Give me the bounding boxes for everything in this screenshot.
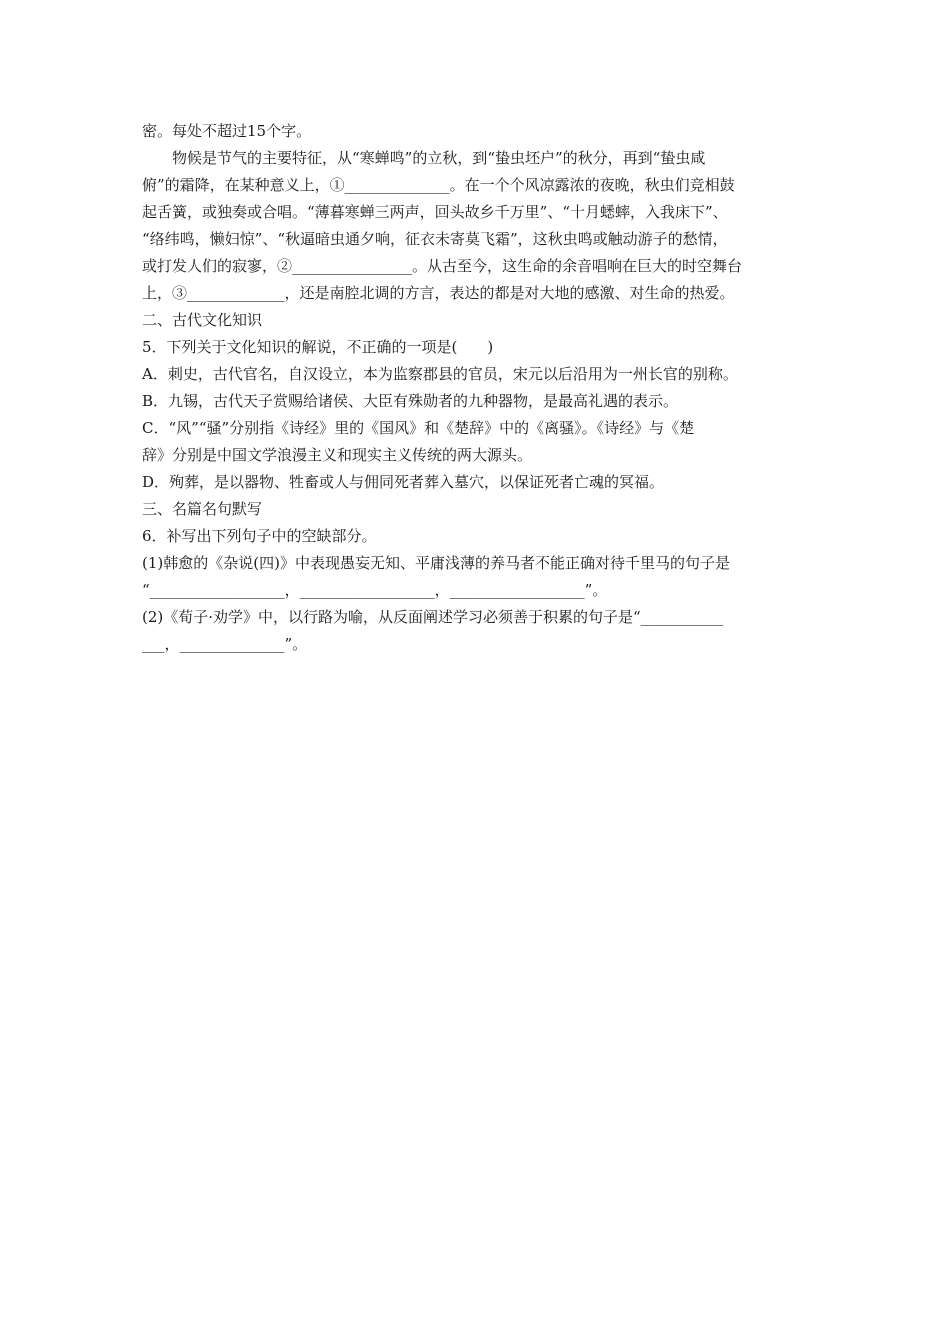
sub-question-2-blanks: ___，______________”。 [142,635,308,653]
option-d: D．殉葬，是以器物、牲畜或人与佣同死者葬入墓穴，以保证死者亡魂的冥福。 [142,473,665,491]
option-a: A．刺史，古代官名，自汉设立，本为监察郡县的官员，宋元以后沿用为一州长官的别称。 [142,365,738,383]
option-c: C．“风”“骚”分别指《诗经》里的《国风》和《楚辞》中的《离骚》。《诗经》与《楚 [142,419,695,437]
passage-line: 起舌簧，或独奏或合唱。“薄暮寒蝉三两声，回头故乡千万里”、“十月蟋蟀，入我床下”、 [142,203,728,221]
passage-line: 密。每处不超过15个字。 [142,122,312,140]
passage-line: 或打发人们的寂寥，②________________。从古至今，这生命的余音唱响在巨大的时空舞台 [142,257,743,275]
question-5: 5．下列关于文化知识的解说，不正确的一项是( ) [142,338,494,356]
passage-line: 俯”的霜降，在某种意义上，①______________。在一个个风凉露浓的夜晚，秋虫们竞相鼓 [142,176,735,194]
option-b: B．九锡，古代天子赏赐给诸侯、大臣有殊勋者的九种器物，是最高礼遇的表示。 [142,392,679,410]
passage-line: 物候是节气的主要特征，从“寒蝉鸣”的立秋，到“蛰虫坯户”的秋分，再到“蛰虫咸 [172,149,706,167]
option-c-continued: 辞》分别是中国文学浪漫主义和现实主义传统的两大源头。 [142,446,533,464]
passage-line: “络纬鸣，懒妇惊”、“秋逼暗虫通夕响，征衣未寄莫飞霜”，这秋虫鸣或触动游子的愁情， [142,230,728,248]
sub-question-2: (2)《荀子·劝学》中，以行路为喻，从反面阐述学习必须善于积累的句子是“___________ [142,608,724,626]
passage-line: 上，③_____________，还是南腔北调的方言，表达的都是对大地的感激、对生命的热爱。 [142,284,735,302]
section-heading-culture: 二、古代文化知识 [142,311,263,329]
sub-question-1-blanks: “__________________，__________________，__________________”。 [142,581,608,599]
section-heading-recitation: 三、名篇名句默写 [142,500,263,518]
document-page [142,118,810,658]
sub-question-1: (1)韩愈的《杂说(四)》中表现愚妄无知、平庸浅薄的养马者不能正确对待千里马的句子是 [142,554,730,572]
question-6: 6．补写出下列句子中的空缺部分。 [142,527,377,545]
